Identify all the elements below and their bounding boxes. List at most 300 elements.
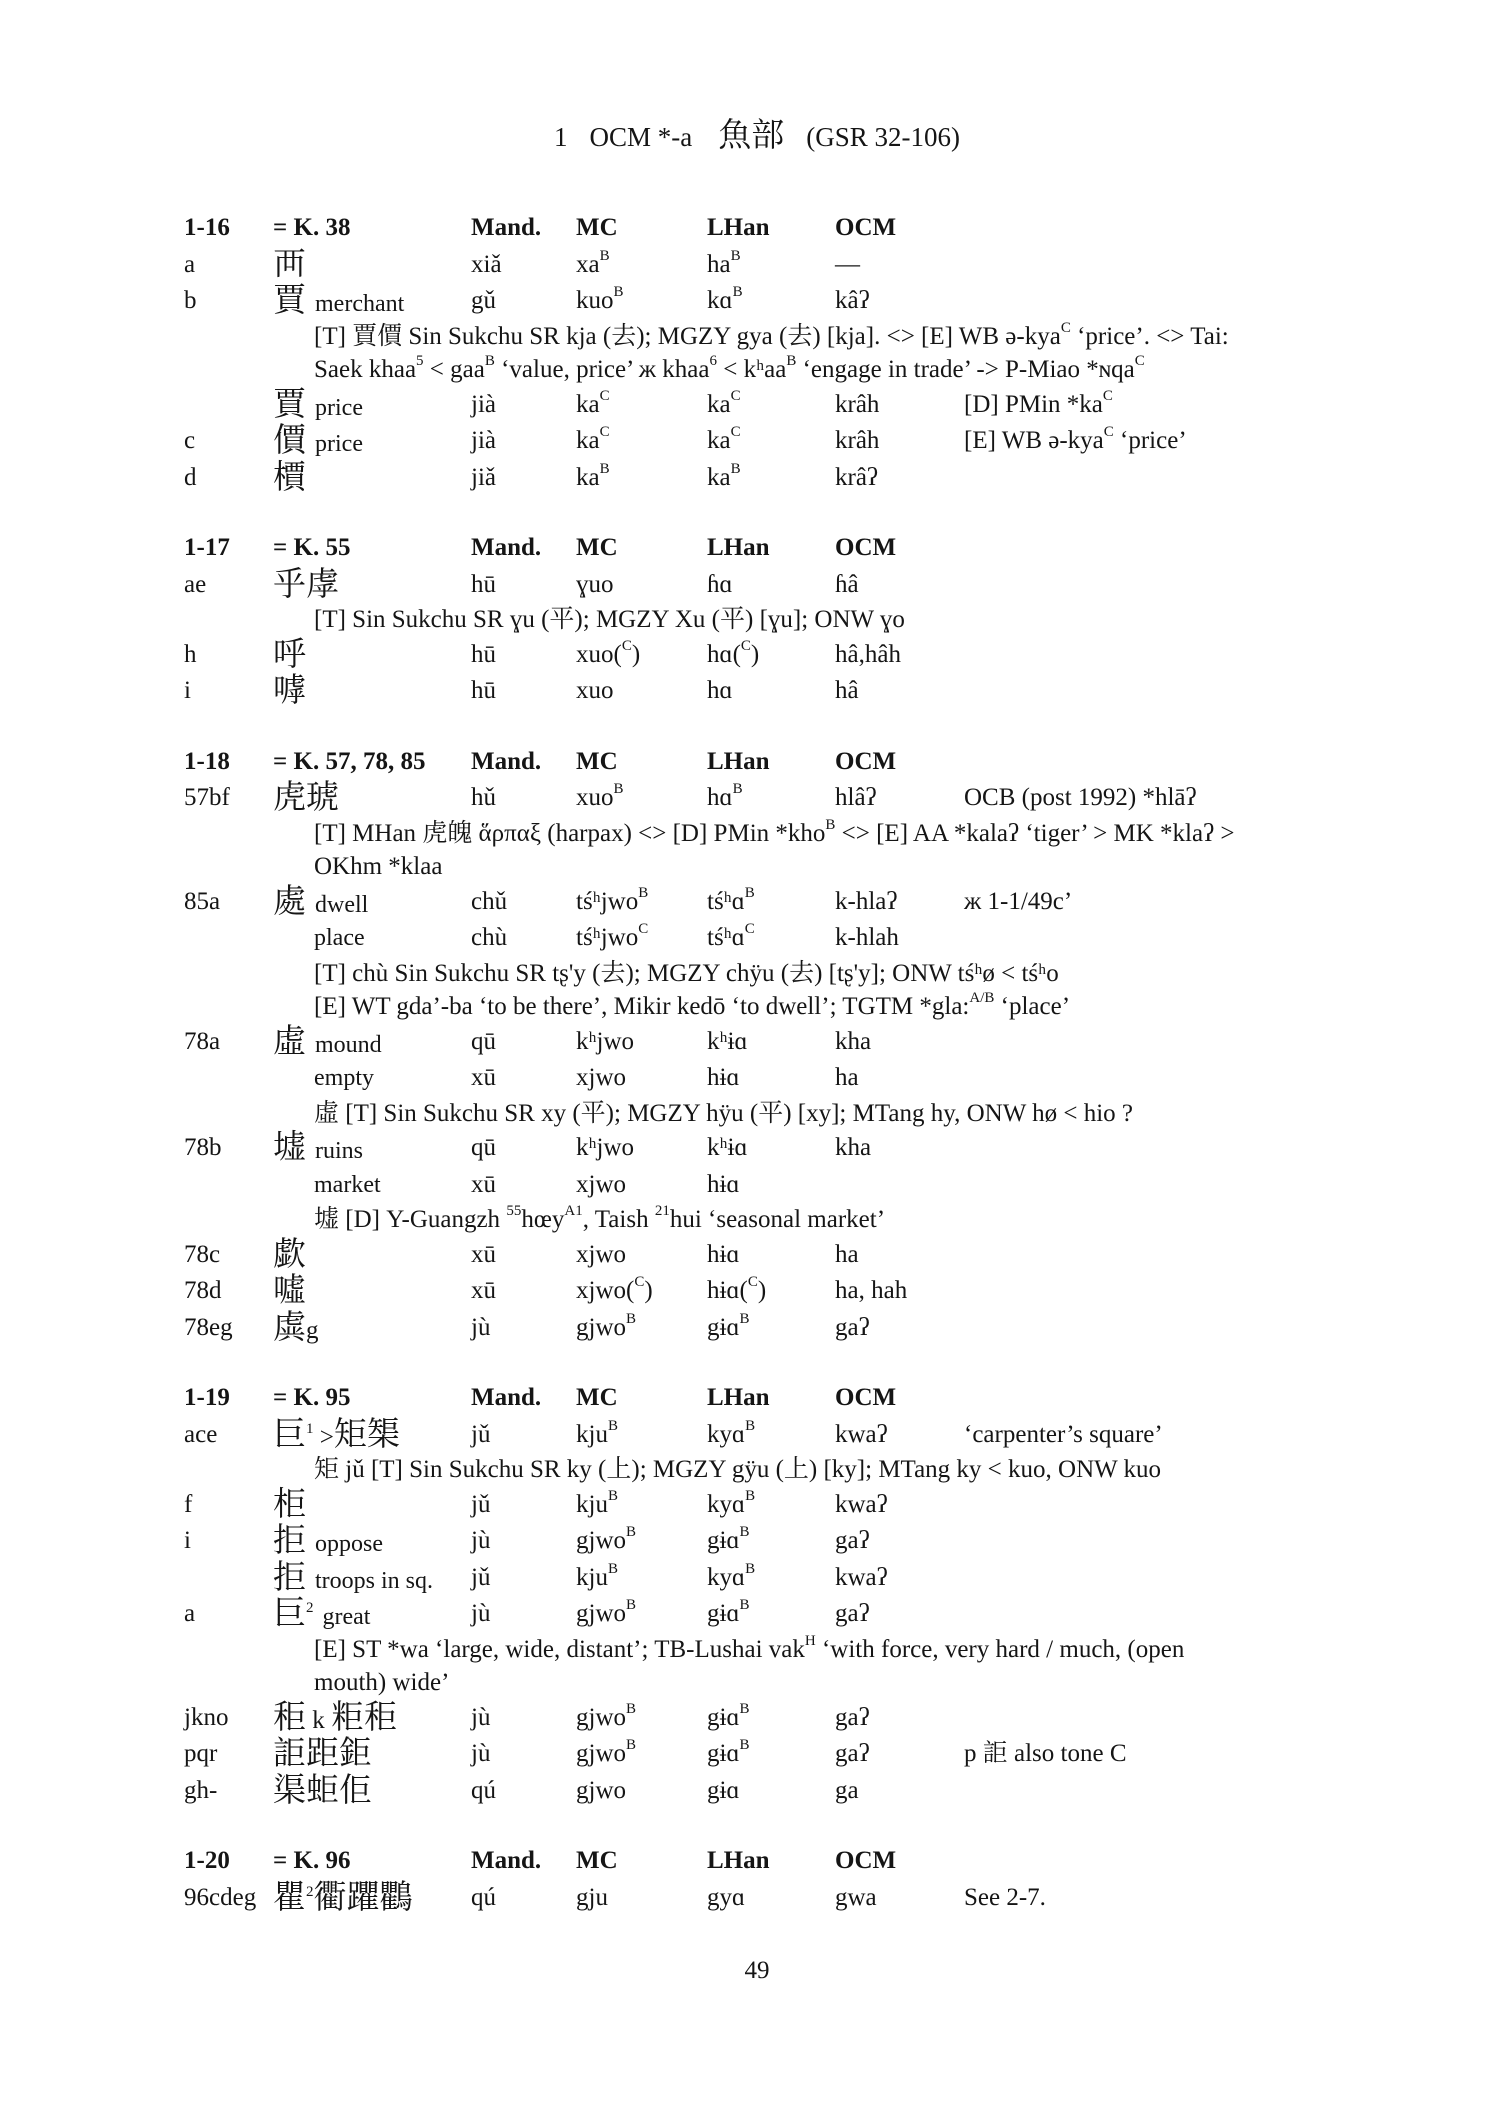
text-run: xjwo( <box>576 1277 635 1304</box>
old-chinese-reading <box>835 1523 870 1560</box>
text-run: k-hlah <box>835 924 899 951</box>
mandarin-reading <box>471 1487 490 1524</box>
text-run: jǔ <box>471 1490 491 1518</box>
graph-cell <box>273 673 306 713</box>
text-run: [T] 賈價 Sin Sukchu SR kja (去); MGZY gya (去) [kja]. <> [E] WB ə-kya <box>314 322 1061 350</box>
entry-id: h <box>184 640 197 668</box>
superscript: B <box>745 1487 756 1504</box>
karlgren-reference: = K. 55 <box>273 534 351 561</box>
later-han-reading <box>707 1417 755 1454</box>
superscript: B <box>613 781 624 797</box>
note-row <box>0 320 1500 354</box>
text-run: hɨɑ( <box>707 1277 748 1304</box>
section-id: 1-16 <box>184 214 230 241</box>
graph-cell <box>273 1024 382 1064</box>
superscript: 2 <box>306 1883 314 1900</box>
gloss: ruins <box>315 1138 363 1164</box>
middle-chinese-reading <box>576 1700 636 1737</box>
text-run: — <box>835 250 860 278</box>
entry-row <box>0 1237 1500 1274</box>
graph-char: 虎琥 <box>273 780 339 816</box>
entry-id: 78d <box>184 1277 222 1304</box>
note-text <box>314 353 1145 387</box>
graph-cell <box>273 884 368 924</box>
graph-char: 墟 <box>273 1130 306 1166</box>
old-chinese-reading <box>835 1417 888 1454</box>
text-run: mouth) wide’ <box>314 1669 450 1696</box>
mandarin-reading <box>471 884 507 921</box>
middle-chinese-reading <box>576 1167 626 1204</box>
later-han-reading <box>707 460 741 497</box>
page-title <box>14 114 1500 159</box>
text-run: ‘with force, very hard / much, (open <box>815 1635 1185 1663</box>
mandarin-reading <box>471 1060 496 1097</box>
note-row <box>0 1097 1500 1131</box>
column-header-mandarin: Mand. <box>471 1847 542 1874</box>
text-run: [E] ST *wa ‘large, wide, distant’; TB-Lushai vak <box>314 1635 805 1663</box>
old-chinese-reading <box>835 387 879 424</box>
graph-cell <box>273 1273 306 1313</box>
gloss: price <box>315 394 363 421</box>
mandarin-reading <box>471 387 496 424</box>
mandarin-reading <box>471 673 496 710</box>
entry-row <box>0 1487 1500 1524</box>
middle-chinese-reading <box>576 1130 634 1167</box>
note-text <box>314 1097 1133 1131</box>
mandarin-reading <box>471 247 502 284</box>
text-run: kʰɨɑ <box>707 1027 748 1055</box>
text-run: kâʔ <box>835 287 870 314</box>
text-run: kwaʔ <box>835 1420 888 1448</box>
text-run: g <box>306 1316 319 1344</box>
old-chinese-reading <box>835 1060 859 1097</box>
later-han-reading <box>707 283 743 320</box>
column-header-old-chinese: OCM <box>835 1847 897 1874</box>
entry-note <box>964 884 1072 921</box>
text-run: gaʔ <box>835 1703 870 1731</box>
middle-chinese-reading <box>576 1596 636 1633</box>
mandarin-reading <box>471 1700 490 1737</box>
text-run: gjwo <box>576 1776 626 1804</box>
old-chinese-reading <box>835 884 897 921</box>
page-number: 49 <box>744 1957 770 1984</box>
mandarin-reading <box>471 1130 496 1167</box>
superscript: B <box>626 1524 637 1540</box>
text-run: ) <box>757 1277 767 1304</box>
text-run: 墟 [D] Y-Guangzh <box>314 1206 507 1233</box>
text-run: , Taish <box>582 1206 655 1233</box>
superscript: B <box>730 247 741 264</box>
text-run: jià <box>471 427 496 454</box>
section-id: 1-17 <box>184 534 230 561</box>
mandarin-reading <box>471 920 507 957</box>
old-chinese-reading <box>835 1024 871 1061</box>
entry-id: i <box>184 1527 191 1554</box>
chapter-number: 1 <box>554 122 568 152</box>
section-header <box>0 744 1500 781</box>
entry-section <box>0 1843 1500 1916</box>
text-run: ‘engage in trade’ -> P-Miao *ɴqa <box>796 356 1135 383</box>
note-row <box>0 1633 1500 1667</box>
text-run: jù <box>471 1703 491 1731</box>
text-run: xū <box>471 1064 496 1091</box>
superscript: B <box>607 1560 618 1577</box>
entry-id: 78eg <box>184 1313 233 1341</box>
graph-char: 矩榘 <box>333 1416 400 1453</box>
old-chinese-reading <box>835 1700 870 1737</box>
note-text <box>314 850 442 884</box>
superscript: B <box>638 884 649 901</box>
superscript: C <box>599 387 610 404</box>
text-run: ‘value, price’ ж khaa <box>494 356 710 383</box>
mandarin-reading <box>471 1024 496 1061</box>
text-run: gaʔ <box>835 1600 870 1627</box>
note-row <box>0 1203 1500 1237</box>
entry-note <box>964 1880 1046 1917</box>
text-run: gaʔ <box>835 1740 870 1767</box>
old-chinese-reading <box>835 1310 870 1347</box>
middle-chinese-reading <box>576 1880 608 1917</box>
superscript: C <box>1060 319 1071 336</box>
mandarin-reading <box>471 780 496 817</box>
text-run: ha, hah <box>835 1277 908 1304</box>
note-text <box>314 1666 449 1700</box>
superscript: B <box>739 1700 750 1717</box>
note-text <box>314 990 1070 1024</box>
note-row <box>0 603 1500 637</box>
entry-section <box>0 744 1500 1347</box>
graph-cell <box>273 780 339 820</box>
graph-char: 虛 <box>273 1023 306 1060</box>
old-chinese-reading <box>835 1736 870 1773</box>
middle-chinese-reading <box>576 884 648 921</box>
middle-chinese-reading <box>576 780 624 817</box>
text-run: jù <box>471 1740 491 1767</box>
entry-row <box>0 1880 1500 1917</box>
graph-char: 拒 <box>273 1523 306 1559</box>
text-run: ha <box>835 1240 859 1268</box>
text-run: qū <box>471 1027 496 1055</box>
text-run: ka <box>707 427 731 454</box>
graph-char: 秬 <box>273 1699 306 1736</box>
entry-note <box>964 1736 1127 1773</box>
old-chinese-reading <box>835 1487 888 1524</box>
later-han-reading <box>707 1024 748 1061</box>
superscript: 6 <box>709 353 717 369</box>
text-run: gjwo <box>576 1527 626 1554</box>
superscript: C <box>747 1274 758 1290</box>
later-han-reading <box>707 1130 748 1167</box>
column-header-mandarin: Mand. <box>471 1384 542 1411</box>
entry-row <box>0 1130 1500 1167</box>
graph-cell <box>273 283 404 323</box>
old-chinese-reading <box>835 1237 859 1274</box>
middle-chinese-reading <box>576 1060 626 1097</box>
mandarin-reading <box>471 283 496 320</box>
superscript: B <box>626 1310 637 1327</box>
graph-cell <box>273 1310 319 1350</box>
middle-chinese-reading <box>576 1310 636 1347</box>
text-run: kʰjwo <box>576 1027 635 1055</box>
old-chinese-reading <box>835 920 899 957</box>
old-chinese-reading <box>835 567 859 604</box>
superscript: B <box>613 284 624 300</box>
mandarin-reading <box>471 1880 496 1917</box>
superscript: C <box>730 424 741 440</box>
entry-id: 85a <box>184 887 221 915</box>
superscript: A/B <box>969 990 995 1006</box>
entry-note <box>964 780 1197 817</box>
text-run: qú <box>471 1776 496 1804</box>
middle-chinese-reading <box>576 1736 636 1773</box>
text-run: gaʔ <box>835 1313 870 1341</box>
later-han-reading <box>707 1880 745 1917</box>
note-row <box>0 957 1500 991</box>
graph-cell <box>273 1736 372 1776</box>
entry-row <box>0 423 1500 460</box>
text-run: jǔ <box>471 1420 491 1448</box>
column-header-middle-chinese: MC <box>576 214 618 241</box>
mandarin-reading <box>471 1523 490 1560</box>
text-run: kuo <box>576 287 614 314</box>
gloss: price <box>315 431 363 457</box>
entry-row <box>0 247 1500 284</box>
superscript: B <box>599 460 610 477</box>
superscript: 5 <box>416 353 424 369</box>
superscript: C <box>638 921 649 937</box>
mandarin-reading <box>471 637 496 674</box>
graph-char: 瞿 <box>273 1879 306 1916</box>
text-run: <> [E] AA *kalaʔ ‘tiger’ > MK *klaʔ > <box>835 819 1235 847</box>
graph-char: 賈 <box>273 386 306 423</box>
column-header-old-chinese: OCM <box>835 747 897 775</box>
text-run: qú <box>471 1883 496 1911</box>
entry-id: 57bf <box>184 784 230 811</box>
text-run: hū <box>471 640 496 668</box>
gsr-range: (GSR 32-106) <box>806 122 960 152</box>
text-run: ) <box>631 640 641 668</box>
text-run: gɨɑ <box>707 1703 740 1731</box>
superscript: B <box>745 1560 756 1577</box>
text-run: krâh <box>835 390 880 418</box>
entry-id: f <box>184 1490 193 1518</box>
text-run: hâ,hâh <box>835 640 901 668</box>
graph-char: 乎虖 <box>273 566 339 603</box>
entry-id: a <box>184 1600 196 1627</box>
mandarin-reading <box>471 1773 496 1810</box>
column-header-middle-chinese: MC <box>576 747 618 775</box>
later-han-reading <box>707 1700 750 1737</box>
later-han-reading <box>707 1237 740 1274</box>
superscript: B <box>732 284 743 300</box>
graph-cell <box>273 387 363 427</box>
graph-cell <box>273 1596 370 1636</box>
old-chinese-reading <box>835 780 877 817</box>
superscript: C <box>599 424 610 440</box>
text-run: ‘carpenter’s square’ <box>964 1420 1163 1448</box>
column-header-later-han: LHan <box>707 214 770 241</box>
superscript: B <box>739 1524 750 1540</box>
middle-chinese-reading <box>576 1024 634 1061</box>
later-han-reading <box>707 1560 755 1597</box>
karlgren-reference: = K. 57, 78, 85 <box>273 747 426 775</box>
mandarin-reading <box>471 460 496 497</box>
mandarin-reading <box>471 1417 490 1454</box>
entry-row <box>0 884 1500 921</box>
text-run: 虛 [T] Sin Sukchu SR xy (平); MGZY hÿu (平) [xy]; MTang hy, ONW hø < hio ? <box>314 1099 1133 1127</box>
superscript: C <box>730 387 741 404</box>
mandarin-reading <box>471 1560 490 1597</box>
text-run: ж 1-1/49c’ <box>964 887 1073 915</box>
superscript: C <box>1102 387 1113 404</box>
rhyme-group-name: 魚部 <box>718 118 785 154</box>
text-run: kju <box>576 1420 608 1448</box>
later-han-reading <box>707 780 743 817</box>
later-han-reading <box>707 567 733 604</box>
text-run: [T] MHan 虎魄 ἅρπαξ (harpax) <> [D] PMin *kho <box>314 819 826 847</box>
gloss: empty <box>314 1065 374 1091</box>
text-run: xiǎ <box>471 250 502 278</box>
text-run: ka <box>707 463 731 491</box>
note-row <box>0 1453 1500 1487</box>
text-run: xa <box>576 250 600 278</box>
text-run: hɑ <box>707 784 733 811</box>
text-run: jǔ <box>471 1563 491 1591</box>
superscript: B <box>730 460 741 477</box>
note-row <box>0 353 1500 387</box>
graph-cell <box>273 1880 413 1920</box>
gloss: merchant <box>315 291 405 317</box>
entry-row <box>0 1560 1500 1597</box>
middle-chinese-reading <box>576 1273 653 1310</box>
text-run: gjwo <box>576 1740 626 1767</box>
text-run: kju <box>576 1490 608 1518</box>
superscript: B <box>732 781 743 797</box>
text-run: kwaʔ <box>835 1563 888 1591</box>
text-run: > <box>313 1423 334 1451</box>
entry-id: 78b <box>184 1134 222 1161</box>
middle-chinese-reading <box>576 283 624 320</box>
text-run: hū <box>471 570 496 598</box>
later-han-reading <box>707 1167 740 1204</box>
text-run: k <box>306 1706 331 1734</box>
entry-note <box>964 423 1187 460</box>
graph-char: 衢躣鸜 <box>313 1879 413 1916</box>
middle-chinese-reading <box>576 1417 618 1454</box>
text-run: kyɑ <box>707 1420 746 1448</box>
superscript: C <box>621 637 632 654</box>
entry-id: pqr <box>184 1740 218 1767</box>
middle-chinese-reading <box>576 637 640 674</box>
graph-cell <box>273 247 306 287</box>
text-run: [E] WT gda’-ba ‘to be there’, Mikir kedō ‘to dwell’; TGTM *gla: <box>314 993 970 1020</box>
note-text <box>314 603 905 637</box>
section-header <box>0 1843 1500 1880</box>
later-han-reading <box>707 387 741 424</box>
text-run: hœy <box>521 1206 565 1233</box>
superscript: C <box>744 921 755 937</box>
later-han-reading <box>707 637 759 674</box>
text-run: gaʔ <box>835 1527 870 1554</box>
column-header-later-han: LHan <box>707 534 770 561</box>
column-header-later-han: LHan <box>707 1384 770 1411</box>
note-text <box>314 1203 885 1237</box>
graph-cell <box>273 1237 306 1277</box>
text-run: xuo( <box>576 640 622 668</box>
graph-cell <box>273 1417 400 1457</box>
text-run: k-hlaʔ <box>835 887 898 915</box>
graph-cell <box>273 1560 433 1600</box>
middle-chinese-reading <box>576 1560 618 1597</box>
entry-row <box>0 780 1500 817</box>
middle-chinese-reading <box>576 1487 618 1524</box>
column-header-mandarin: Mand. <box>471 534 542 561</box>
text-run: kju <box>576 1563 608 1591</box>
old-chinese-reading <box>835 637 901 674</box>
graph-char: 呼 <box>273 636 306 673</box>
later-han-reading <box>707 1273 766 1310</box>
graph-cell <box>273 1773 372 1813</box>
entry-id: 96cdeg <box>184 1883 257 1911</box>
superscript: B <box>607 1417 618 1434</box>
old-chinese-reading <box>835 460 878 497</box>
section-header <box>0 530 1500 567</box>
graph-char: 詎距鉅 <box>273 1736 372 1772</box>
mandarin-reading <box>471 1167 496 1204</box>
entry-id: ae <box>184 570 207 598</box>
text-run: krâʔ <box>835 463 879 491</box>
note-row <box>0 850 1500 884</box>
entry-row <box>0 1167 1500 1204</box>
graph-cell <box>273 1700 397 1740</box>
later-han-reading <box>707 1596 750 1633</box>
entry-id: gh- <box>184 1776 218 1804</box>
text-run: jià <box>471 390 496 418</box>
text-run: gjwo <box>576 1703 626 1731</box>
text-run: See 2-7. <box>964 1883 1046 1911</box>
text-run: gjwo <box>576 1313 626 1341</box>
note-text <box>314 320 1229 354</box>
superscript: B <box>825 816 836 833</box>
text-run: hū <box>471 677 496 704</box>
mandarin-reading <box>471 1596 490 1633</box>
superscript: B <box>626 1597 637 1613</box>
column-header-middle-chinese: MC <box>576 534 618 561</box>
graph-char: 檟 <box>273 459 306 496</box>
text-run: ka <box>707 390 731 418</box>
text-run: ga <box>835 1776 859 1804</box>
text-run: xjwo <box>576 1064 626 1091</box>
section-id: 1-19 <box>184 1384 230 1411</box>
entry-id: d <box>184 463 197 491</box>
superscript: 2 <box>306 1600 314 1616</box>
superscript: B <box>745 1417 756 1434</box>
superscript: 1 <box>306 1420 314 1437</box>
column-header-later-han: LHan <box>707 1847 770 1874</box>
graph-cell <box>273 1130 363 1170</box>
text-run: ha <box>707 250 731 278</box>
graph-char: 嘑 <box>273 673 306 709</box>
section-id: 1-20 <box>184 1847 230 1874</box>
column-header-old-chinese: OCM <box>835 534 897 561</box>
middle-chinese-reading <box>576 387 610 424</box>
karlgren-reference: = K. 96 <box>273 1847 351 1874</box>
text-run: tśʰjwo <box>576 887 639 915</box>
text-run: ) <box>644 1277 653 1304</box>
superscript: B <box>484 353 495 369</box>
later-han-reading <box>707 247 741 284</box>
text-run: chǔ <box>471 887 508 915</box>
